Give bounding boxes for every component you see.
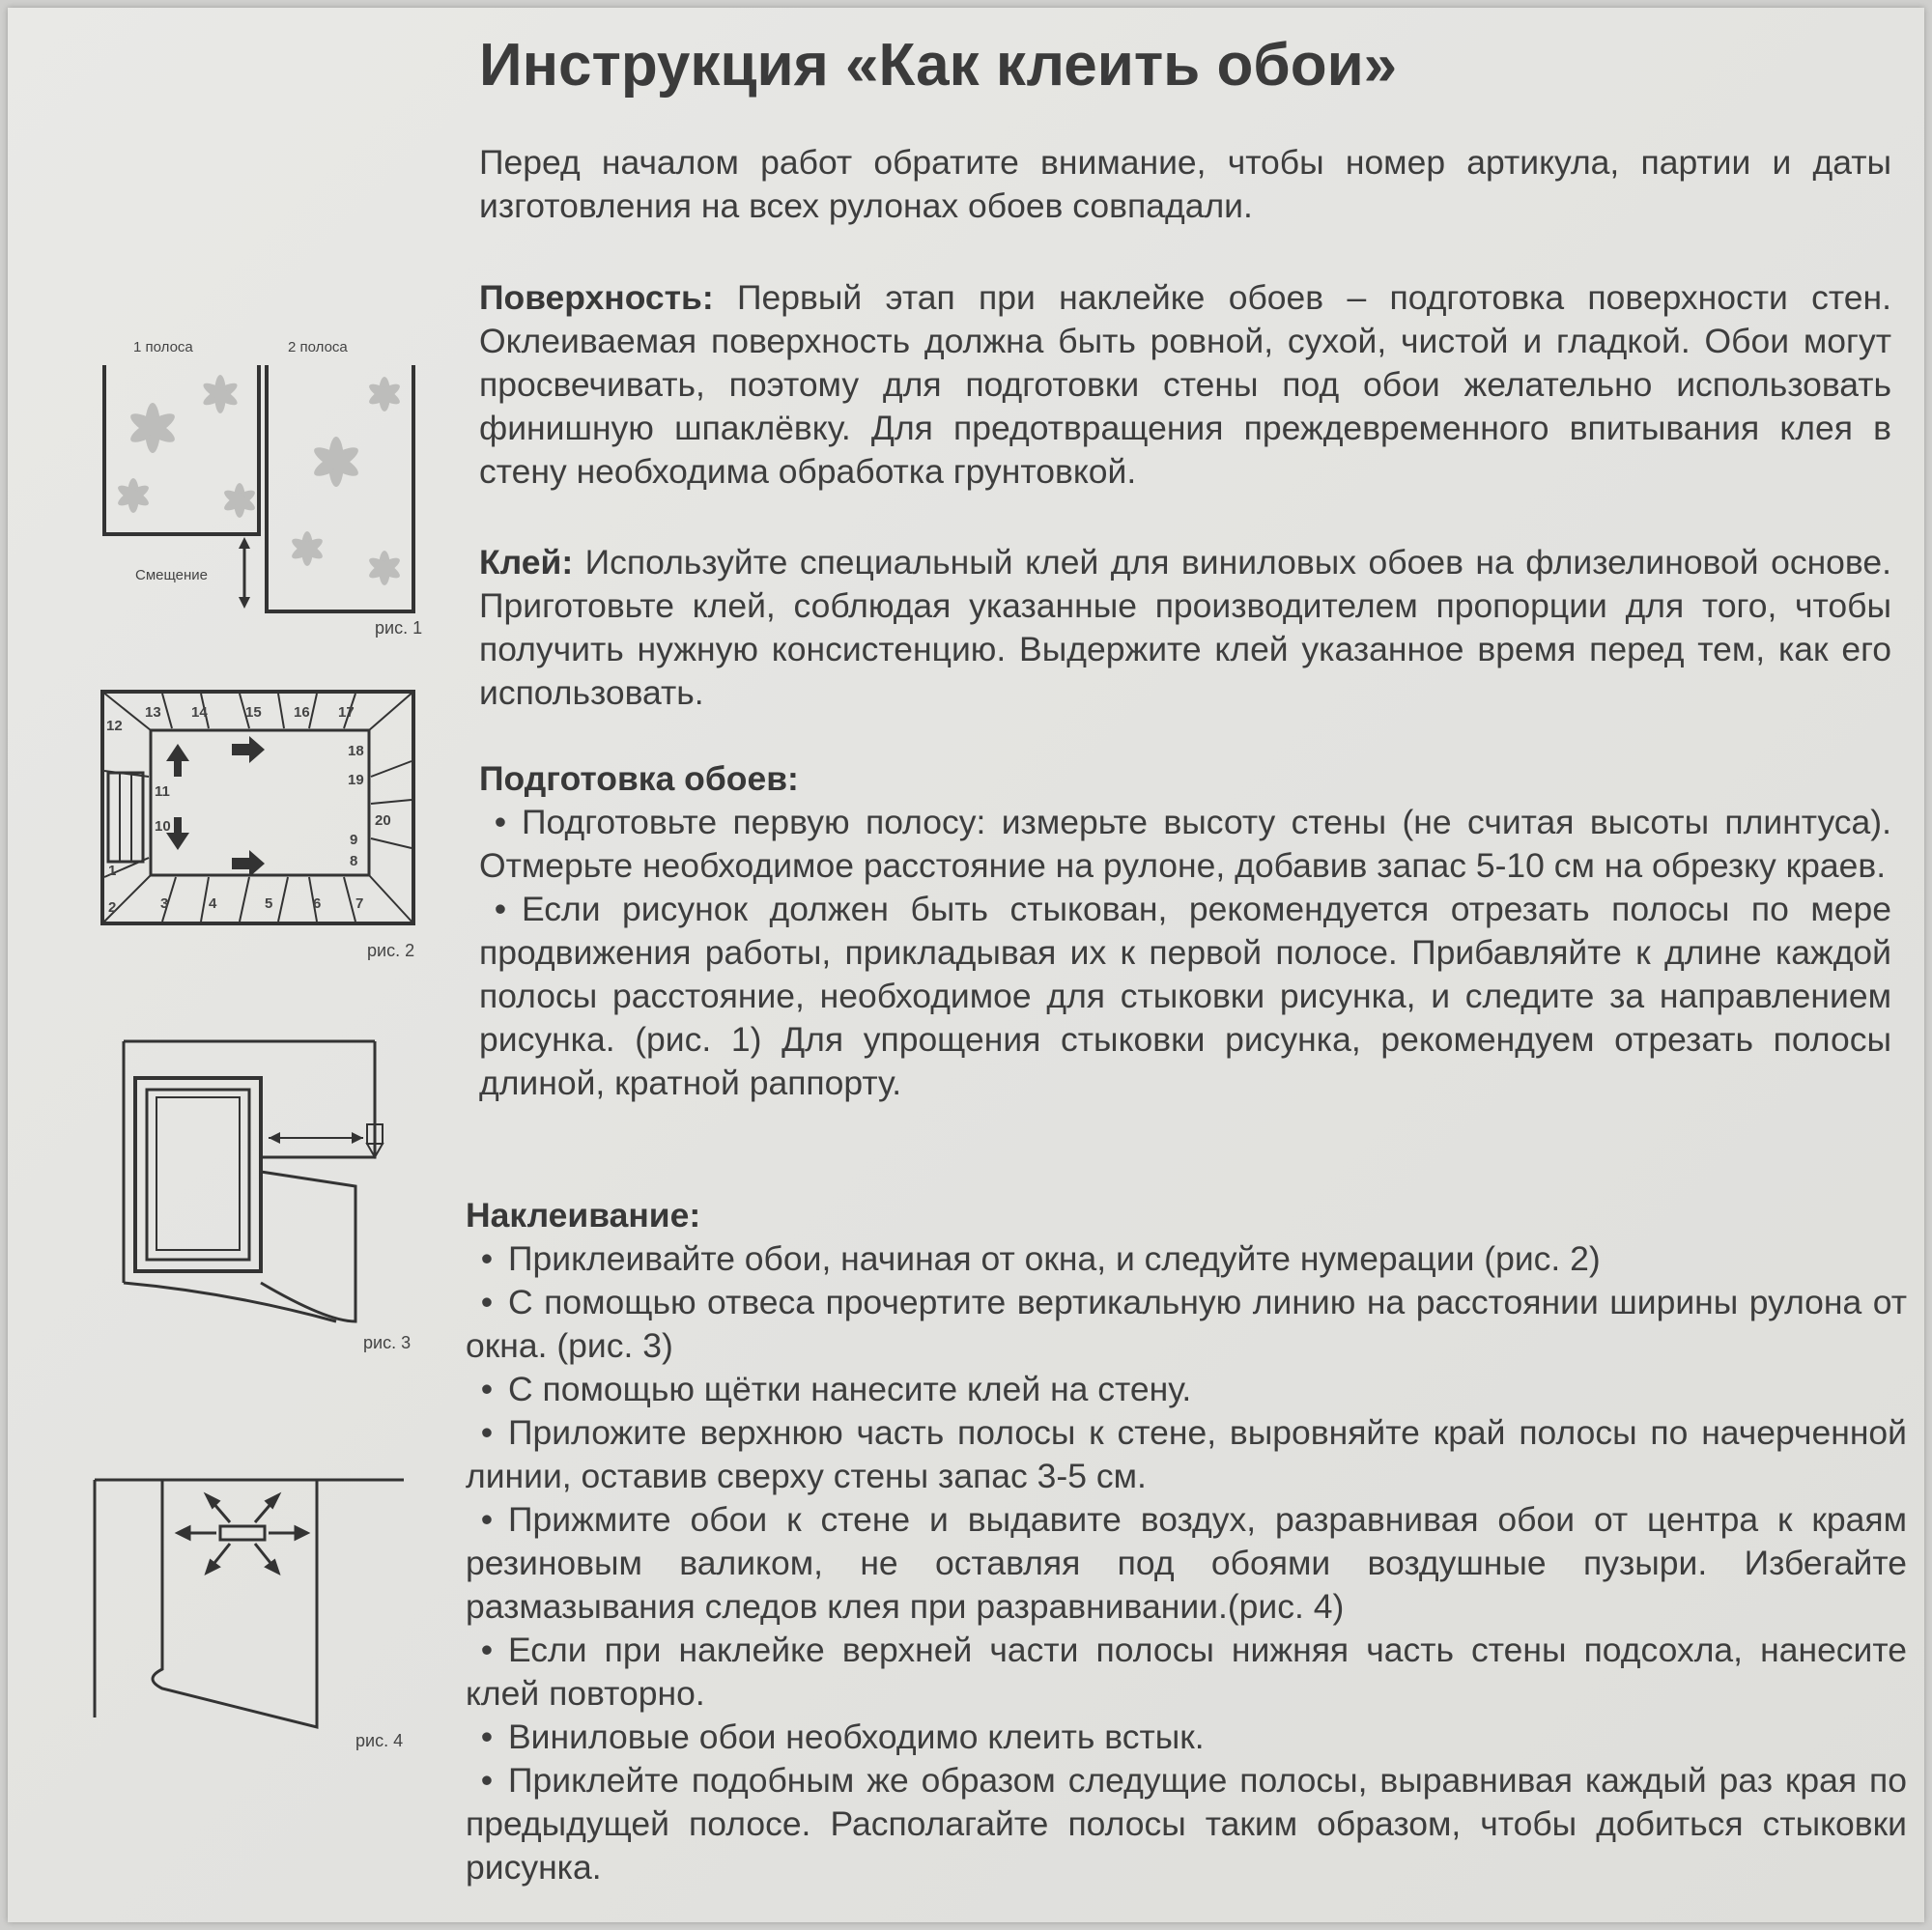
strip-number: 6 [313,895,322,912]
arrow-right-icon [232,736,265,763]
surface-text: Первый этап при наклейке обоев – подготовка поверхности стен. Оклеиваемая поверхность должна быть ровной, сухой, чистой и гладкой. Обои могут просвечивать, поэтому для подготовки стены под обои желательно использовать финишную шпаклёвку. Для предотвращения преждевременного впитывания клея в стену необходима обработка грунтовкой. [479,278,1891,491]
figure-3 [114,1032,442,1360]
strip-number: 11 [155,783,170,800]
fig3-caption: рис. 3 [363,1333,412,1352]
offset-arrow-icon [239,537,250,609]
figure-1 [95,326,442,645]
prep-bullet-2: • Если рисунок должен быть стыкован, рекомендуется отрезать полосы по мере продвижения работы, прикладывая их к первой полосе. Прибавляйте к длине каждой полосы расстояние, необходимое для стыковки рисунка, и следите за направлением рисунка. (рис. 1) Для упрощения стыковки рисунка, рекомендуем отрезать полосы длиной, кратной раппорту. [479,888,1891,1105]
roller-icon [220,1526,265,1540]
apply-section [466,1194,1907,1889]
strip-number: 1 [108,863,117,879]
wallpaper-strip [261,1041,375,1321]
fig4-caption: рис. 4 [355,1731,404,1750]
strip-number: 12 [106,718,123,734]
page-title: Инструкция «Как клеить обои» [479,32,1398,99]
fig1-strip2-label: 2 полоса [288,339,348,355]
fig1-caption: рис. 1 [375,618,423,638]
surface-heading: Поверхность: [479,278,714,317]
window-icon [135,1078,261,1271]
strip-number: 3 [160,895,169,912]
wallpaper-strip [153,1480,317,1727]
intro-paragraph: Перед началом работ обратите внимание, чтобы номер артикула, партии и даты изготовления на всех рулонах обоев совпадали. [479,143,1891,225]
strip-number: 9 [350,832,358,848]
apply-bullet-4: • Приложите верхнюю часть полосы к стене, выровняйте край полосы по начерченной линии, оставив сверху стены запас 3-5 см. [466,1411,1907,1498]
strip-number: 8 [350,853,358,869]
fig1-offset-label: Смещение [135,567,209,583]
wall-outline [95,1480,404,1717]
prep-bullet-1: • Подготовьте первую полосу: измерьте высоту стены (не считая высоты плинтуса). Отмерьте необходимое расстояние на рулоне, добавив запас 5-10 см на обрезку краев. [479,801,1891,888]
glue-text: Используйте специальный клей для виниловых обоев на флизелиновой основе. Приготовьте клей, соблюдая указанные производителем пропорции для того, чтобы получить нужную консистенцию. Выдержите клей указанное время перед тем, как его использовать. [479,543,1891,712]
measure-arrow-icon [269,1132,363,1144]
apply-bullet-6: • Если при наклейке верхней части полосы нижняя часть стены подсохла, нанесите клей повторно. [466,1629,1907,1716]
strip-number: 16 [294,704,310,721]
glue-section [479,541,1891,715]
arrow-right-icon [232,850,265,877]
surface-section [479,276,1891,494]
prep-section [479,757,1891,1105]
arrow-up-icon [166,744,189,777]
strip-number: 13 [145,704,161,721]
figure-2 [95,684,442,964]
figure-4 [85,1457,433,1766]
strip-number: 10 [155,818,171,835]
strip-number: 4 [209,895,217,912]
strip-number: 20 [375,812,391,829]
fig2-caption: рис. 2 [367,941,415,960]
strip-number: 15 [245,704,262,721]
apply-bullet-3: • С помощью щётки нанесите клей на стену. [466,1368,1907,1411]
apply-bullet-1: • Приклеивайте обои, начиная от окна, и следуйте нумерации (рис. 2) [466,1237,1907,1281]
instruction-sheet [8,8,1924,1922]
apply-bullet-5: • Прижмите обои к стене и выдавите воздух, разравнивая обои от центра к краям резиновым валиком, не оставляя под обоями воздушные пузыри. Избегайте размазывания следов клея при разравнивании.(рис. 4) [466,1498,1907,1629]
strip-number: 18 [348,743,364,759]
apply-bullet-2: • С помощью отвеса прочертите вертикальную линию на расстоянии ширины рулона от окна. (рис. 3) [466,1281,1907,1368]
strip-number: 19 [348,772,364,788]
apply-bullet-7: • Виниловые обои необходимо клеить встык. [466,1716,1907,1759]
strip-number: 7 [355,895,364,912]
window-icon [108,773,143,862]
apply-heading: Наклеивание: [466,1196,701,1235]
smoothing-arrows-icon [178,1495,307,1573]
strip-number: 5 [265,895,273,912]
strip-number: 17 [338,704,355,721]
apply-bullet-8: • Приклейте подобным же образом следущие полосы, выравнивая каждый раз края по предыдущей полосе. Располагайте полосы таким образом, чтобы добиться стыковки рисунка. [466,1759,1907,1889]
strip-number: 2 [108,899,117,916]
strip-number: 14 [191,704,208,721]
fig1-strip1-label: 1 полоса [133,339,193,355]
glue-heading: Клей: [479,543,574,582]
prep-heading: Подготовка обоев: [479,759,799,798]
